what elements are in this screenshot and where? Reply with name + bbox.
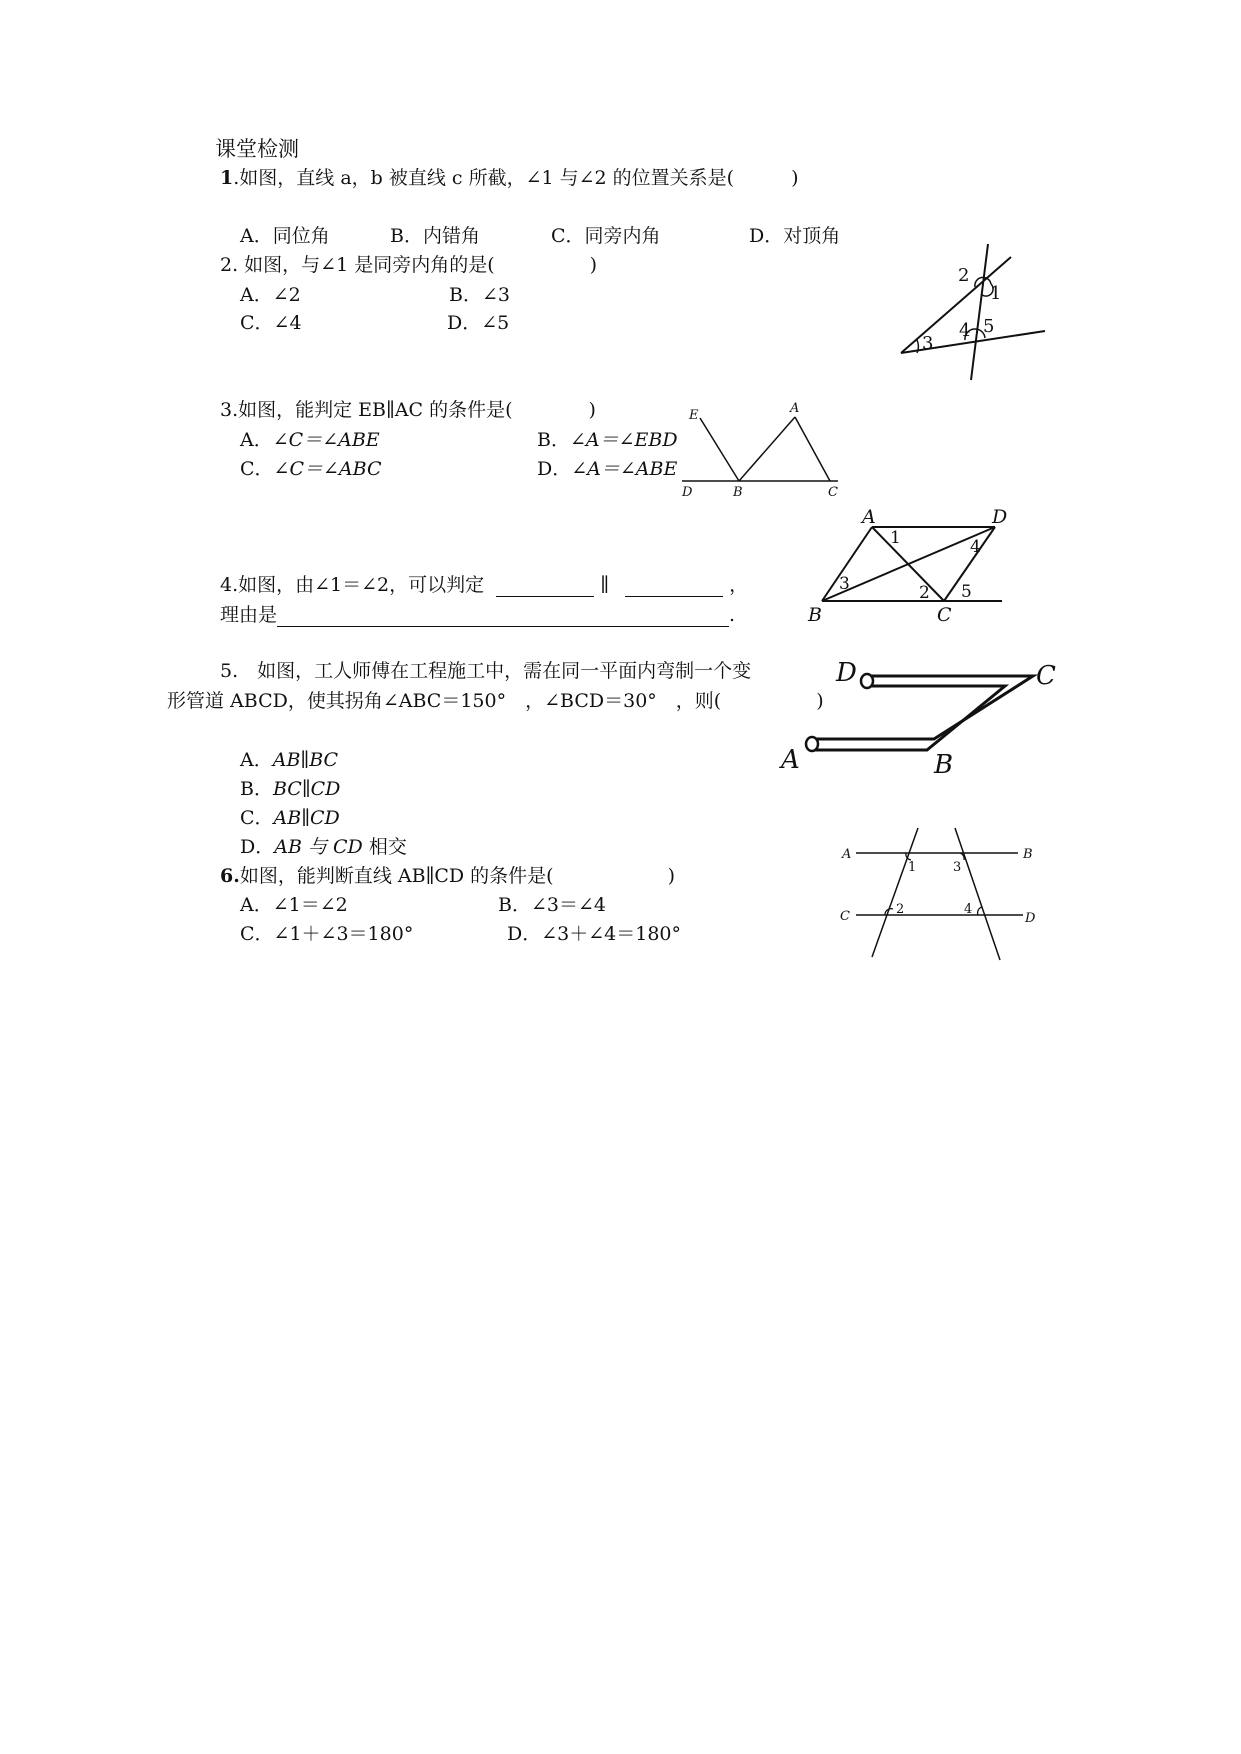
q2-option-a: A．∠2 (240, 284, 301, 306)
q5-label-d: D (836, 658, 857, 688)
q3-label-b: B (733, 485, 743, 500)
q2-label-1: 1 (990, 283, 1002, 304)
q6-label-c: C (840, 909, 850, 924)
q6-label-1: 1 (908, 860, 917, 875)
q4-blank-reason[interactable] (277, 608, 729, 627)
q4-label-3: 3 (839, 574, 850, 594)
q3-option-a-expr: ∠C＝∠ABE (272, 429, 380, 451)
q1-option-d: D．对顶角 (749, 225, 841, 247)
q5-option-a-prefix: A． (240, 749, 273, 771)
q3-segment-eb (700, 418, 739, 481)
q4-label-5: 5 (961, 582, 972, 602)
q2-stem: 2. 如图，与∠1 是同旁内角的是( ) (220, 254, 598, 276)
q5-option-b-expr: BC∥CD (272, 778, 341, 800)
q1-number: 1 (220, 167, 234, 189)
q5-option-c-prefix: C． (240, 807, 274, 829)
q6-figure (838, 825, 1043, 965)
q3-option-c-expr: ∠C＝∠ABC (273, 458, 382, 480)
q6-label-2: 2 (896, 902, 905, 917)
q3-option-b-expr: ∠A＝∠EBD (569, 429, 678, 451)
q2-figure (895, 240, 1055, 390)
q3-figure (680, 400, 845, 502)
q5-pipe-end-d (861, 674, 873, 688)
q5-label-b: B (934, 750, 954, 780)
q3-label-c: C (828, 485, 838, 500)
q5-option-d-expr: AB 与 CD (274, 836, 363, 858)
q4-label-4: 4 (970, 537, 981, 557)
q5-option-a (240, 749, 338, 772)
q3-option-c-prefix: C． (240, 458, 274, 480)
q4-label-1: 1 (890, 528, 901, 548)
q1-stem (220, 167, 799, 190)
q1-option-b: B．内错角 (390, 225, 480, 247)
q6-transversal-right (955, 828, 1000, 960)
q5-option-d-suffix: 相交 (362, 836, 407, 858)
q3-segment-ba (739, 417, 795, 481)
q5-option-c-expr: AB∥CD (273, 807, 340, 829)
q2-label-3: 3 (922, 333, 934, 354)
q6-arc-2 (885, 909, 893, 915)
q3-option-a-prefix: A． (240, 429, 273, 451)
q2-option-b: B．∠3 (449, 284, 510, 306)
q4-figure (800, 505, 1015, 625)
q2-option-c: C．∠4 (240, 312, 302, 334)
q3-label-d: D (682, 485, 693, 500)
q5-option-d (240, 836, 407, 859)
q6-text: 如图，能判断直线 AB∥CD 的条件是( ) (239, 865, 675, 887)
q6-label-d: D (1025, 911, 1036, 926)
q4-comma: ， (729, 574, 749, 596)
q6-label-b: B (1023, 847, 1033, 862)
q4-period: . (729, 604, 736, 626)
q6-label-4: 4 (964, 902, 973, 917)
q3-option-d (537, 458, 677, 481)
q3-option-b (537, 429, 678, 452)
q3-label-a: A (790, 401, 800, 416)
q4-text: 4.如图，由∠1＝∠2，可以判定 (220, 574, 485, 596)
q6-option-b: B．∠3＝∠4 (498, 894, 606, 916)
q5-option-c (240, 807, 340, 830)
q4-stem (220, 574, 748, 597)
q4-label-a: A (862, 506, 876, 528)
q5-label-a: A (781, 745, 800, 775)
q4-blank-2[interactable] (625, 578, 723, 597)
q5-label-c: C (1036, 661, 1056, 691)
q6-transversal-left (872, 828, 918, 957)
q6-option-a: A．∠1＝∠2 (240, 894, 348, 916)
q6-arc-4 (978, 907, 982, 915)
q3-segment-ac (795, 417, 830, 481)
q4-label-d: D (992, 506, 1008, 528)
q1-text: .如图，直线 a，b 被直线 c 所截，∠1 与∠2 的位置关系是( ) (233, 167, 799, 189)
q5-figure (778, 655, 1088, 785)
q2-label-2: 2 (958, 265, 970, 286)
q5-option-b (240, 778, 340, 801)
q3-option-c (240, 458, 382, 481)
q3-option-b-prefix: B． (537, 429, 570, 451)
q3-option-a (240, 429, 380, 452)
q5-option-a-expr: AB∥BC (272, 749, 339, 771)
q1-option-c: C．同旁内角 (551, 225, 661, 247)
q6-label-3: 3 (953, 860, 962, 875)
q5-option-d-prefix: D． (240, 836, 275, 858)
q2-label-4: 4 (959, 320, 971, 341)
q2-option-d: D．∠5 (447, 312, 510, 334)
q5-line-1: 5. 如图，工人师傅在工程施工中，需在同一平面内弯制一个变 (220, 660, 752, 682)
q6-stem (220, 865, 675, 888)
q5-option-b-prefix: B． (240, 778, 273, 800)
q4-reason (220, 604, 735, 627)
q5-line-2: 形管道 ABCD，使其拐角∠ABC＝150° ，∠BCD＝30° ，则( ) (167, 690, 824, 712)
q4-parallel-symbol: ∥ (600, 574, 610, 596)
section-title: 课堂检测 (215, 137, 299, 161)
q2-arc-3 (917, 340, 918, 353)
q4-label-c: C (937, 604, 952, 626)
q4-blank-1[interactable] (496, 578, 594, 597)
q6-number: 6. (220, 865, 240, 887)
q3-label-e: E (689, 408, 699, 423)
q6-label-a: A (842, 847, 852, 862)
q4-reason-label: 理由是 (220, 604, 278, 626)
q6-option-c: C．∠1＋∠3＝180° (240, 923, 414, 945)
q4-label-b: B (808, 604, 822, 626)
q1-option-a: A．同位角 (240, 225, 330, 247)
q2-label-5: 5 (983, 316, 995, 337)
q3-option-d-prefix: D． (537, 458, 572, 480)
q2-line-c (971, 244, 988, 380)
q3-option-d-expr: ∠A＝∠ABE (571, 458, 678, 480)
q6-option-d: D．∠3＋∠4＝180° (507, 923, 682, 945)
q4-label-2: 2 (919, 583, 930, 603)
q5-pipe-end-a (806, 737, 818, 751)
q3-stem: 3.如图，能判定 EB∥AC 的条件是( ) (220, 399, 596, 421)
